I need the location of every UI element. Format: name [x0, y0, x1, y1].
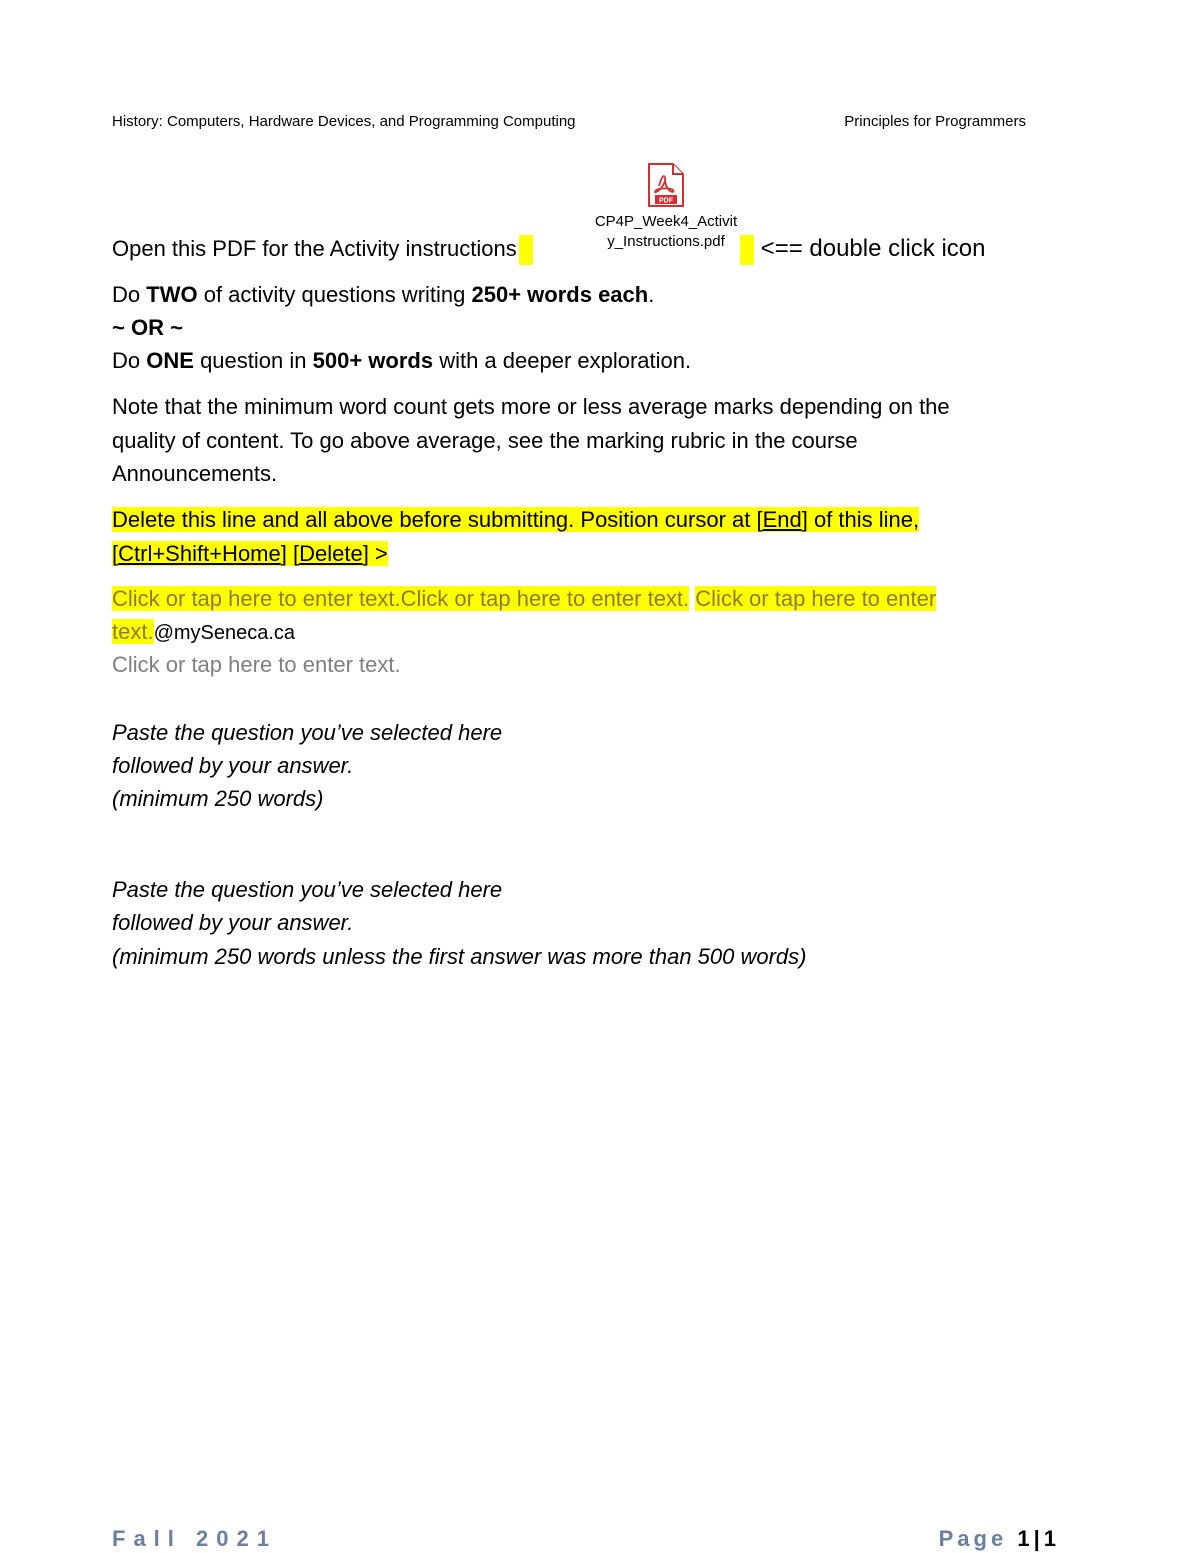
student-id-field[interactable]: Click or tap here to enter text.	[112, 652, 401, 677]
end-key: End	[762, 507, 802, 532]
page-separator: |	[1033, 1526, 1044, 1551]
intro-open-text: Open this PDF for the Activity instructions	[112, 236, 517, 261]
delete-instruction-line-1	[112, 503, 919, 537]
pdf-file-icon[interactable]	[646, 162, 686, 208]
page-header	[112, 113, 1026, 130]
bracket-open: [	[112, 541, 119, 566]
words-each-label: 250+ words each	[471, 282, 649, 307]
delete-text-4: ] >	[362, 541, 388, 566]
note-line-1: Note that the minimum word count gets more or less average marks depending on the	[112, 394, 950, 419]
or-line: ~ OR ~	[112, 315, 183, 340]
double-click-text: <== double click icon	[760, 235, 986, 262]
delete-text-3: ] [	[280, 541, 300, 566]
delete-instruction-line-2	[112, 537, 388, 571]
header-right-text: Principles for Programmers	[844, 113, 1026, 130]
answer1-line-3[interactable]: (minimum 250 words)	[112, 786, 324, 811]
answer2-line-2[interactable]: followed by your answer.	[112, 910, 354, 935]
of-activity-text: of activity questions writing	[203, 282, 466, 307]
email-suffix: @mySeneca.ca	[153, 622, 296, 644]
highlight-marker-left	[519, 235, 533, 265]
question-in-text: question in	[200, 348, 307, 373]
words-500-label: 500+ words	[312, 348, 434, 373]
email-field-a[interactable]: Click or tap here to enter	[695, 586, 937, 611]
email-field-b[interactable]: text.	[112, 619, 154, 644]
footer-page-number	[939, 1526, 1060, 1552]
period: .	[648, 282, 655, 307]
instruction-one	[112, 344, 691, 378]
note-line-3: Announcements.	[112, 461, 278, 486]
answer2-line-3[interactable]: (minimum 250 words unless the first answer was more than 500 words)	[112, 944, 807, 969]
answer1-line-1[interactable]: Paste the question you’ve selected here	[112, 720, 503, 745]
ctrl-shift-home-key: Ctrl+Shift+Home	[118, 541, 281, 566]
note-line-2: quality of content. To go above average, see the marking rubric in the course	[112, 428, 858, 453]
do-label: Do	[112, 282, 141, 307]
double-click-line	[740, 232, 985, 266]
intro-line	[112, 232, 533, 266]
highlight-marker-right	[740, 235, 754, 265]
delete-key: Delete	[299, 541, 363, 566]
last-name-field[interactable]: Click or tap here to enter text.	[400, 586, 690, 611]
pdf-filename-line2[interactable]: y_Instructions.pdf	[607, 233, 725, 250]
instruction-two	[112, 278, 654, 312]
delete-text-1: Delete this line and all above before submitting. Position cursor at [	[112, 507, 763, 532]
name-fields-line	[112, 582, 936, 616]
answer1-line-2[interactable]: followed by your answer.	[112, 753, 354, 778]
footer-term: Fall 2021	[112, 1526, 277, 1551]
answer2-line-1[interactable]: Paste the question you’ve selected here	[112, 877, 503, 902]
header-left-text: History: Computers, Hardware Devices, and Programming Computing	[112, 113, 576, 130]
page-total: 1	[1043, 1526, 1060, 1551]
pdf-attachment[interactable]	[586, 162, 746, 252]
delete-text-2: ] of this line,	[801, 507, 920, 532]
two-label: TWO	[146, 282, 198, 307]
first-name-field[interactable]: Click or tap here to enter text.	[112, 586, 401, 611]
page-num: 1	[1017, 1526, 1034, 1551]
pdf-filename-line1[interactable]: CP4P_Week4_Activit	[594, 213, 738, 230]
svg-text:PDF: PDF	[659, 197, 673, 205]
email-line	[112, 615, 295, 650]
one-label: ONE	[146, 348, 194, 373]
deeper-text: with a deeper exploration.	[439, 348, 692, 373]
page-label: Page	[938, 1526, 1008, 1551]
do-label-2: Do	[112, 348, 141, 373]
